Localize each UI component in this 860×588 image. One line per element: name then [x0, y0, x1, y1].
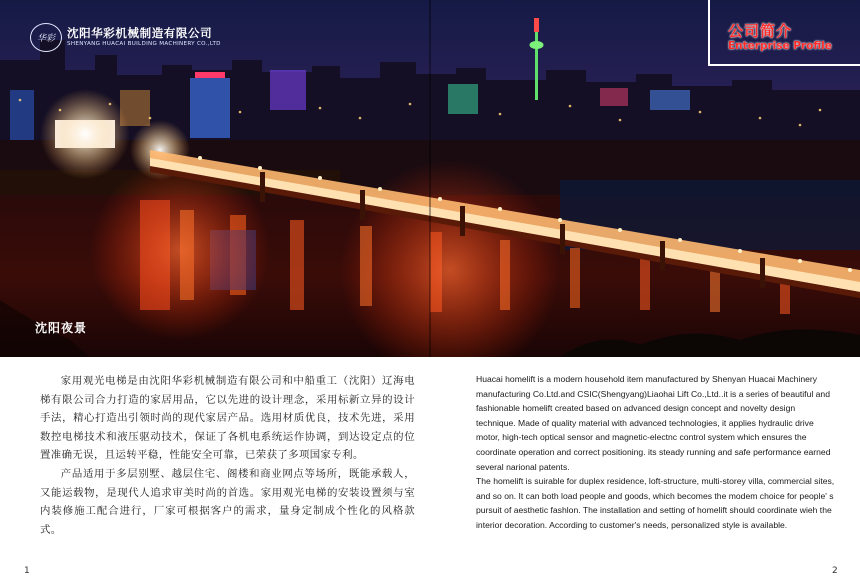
intro-paragraph-en: The homelift is suirable for duplex residence, loft-structure, multi-storey villa, commercial sites, and so on. It can both load people and goods, which becomes the modem choice for people' s pursuit of aesthetic fashlon. The installation and setting of homelift should coordinate wieh the interior decoration. According to customer's needs, personalized style is available.: [476, 476, 835, 530]
company-name-en: SHENYANG HUACAI BUILDING MACHINERY CO.,LTD: [67, 41, 221, 47]
section-title-cn: 公司简介: [728, 22, 793, 40]
section-title-en: Enterprise Profile: [728, 40, 832, 52]
intro-text-en: [476, 372, 836, 533]
header-divider-vertical: [708, 0, 710, 64]
section-header: [708, 0, 860, 66]
intro-paragraph-en: Huacai homelift is a modern household item manufactured by Shenyan Huacai Machinery manufacturing Co.Ltd.and CSIC(Shengyang)Liaohai Lift Co.,Ltd..it is a series of beautiful and fashionable homelift created based on advanced design concept and novelty design technique. Made of quality material with advanced technologies, it applies hydraulic drive motor, high-tech optical sensor and magnetic-electnc control system which ensures the coordinate operation and correct positioning. its steady running and safe performance earned several narional patents.: [476, 374, 831, 472]
logo-mark-icon: 华彩: [30, 23, 62, 52]
page-number-right: 2: [832, 566, 838, 576]
header-divider-horizontal: [708, 64, 860, 66]
intro-text-cn: [40, 372, 415, 539]
intro-paragraph-cn: 家用观光电梯是由沈阳华彩机械制造有限公司和中船重工（沈阳）辽海电梯有限公司合力打造的家居用品，它以先进的设计理念，采用标新立异的设计手法，精心打造出引领时尚的现代家居产品。选用材质优良，技术先进，采用数控电梯技术和液压驱动技术，保证了各机电系统运作协调，到达设定点的位置准确无误，且运转平稳，性能安全可靠，已荣获了多项国家专利。: [40, 375, 415, 462]
intro-paragraph-cn: 产品适用于多层别墅、越层住宅、阁楼和商业网点等场所，既能承载人，又能运载物，是现代人追求审美时尚的首选。家用观光电梯的安装设置须与室内装修施工配合进行，厂家可根据客户的需求，量身定制成个性化的风格款式。: [40, 467, 415, 536]
page-number-left: 1: [24, 566, 30, 576]
company-name-cn: 沈阳华彩机械制造有限公司: [67, 26, 213, 40]
photo-caption: 沈阳夜景: [35, 321, 88, 335]
